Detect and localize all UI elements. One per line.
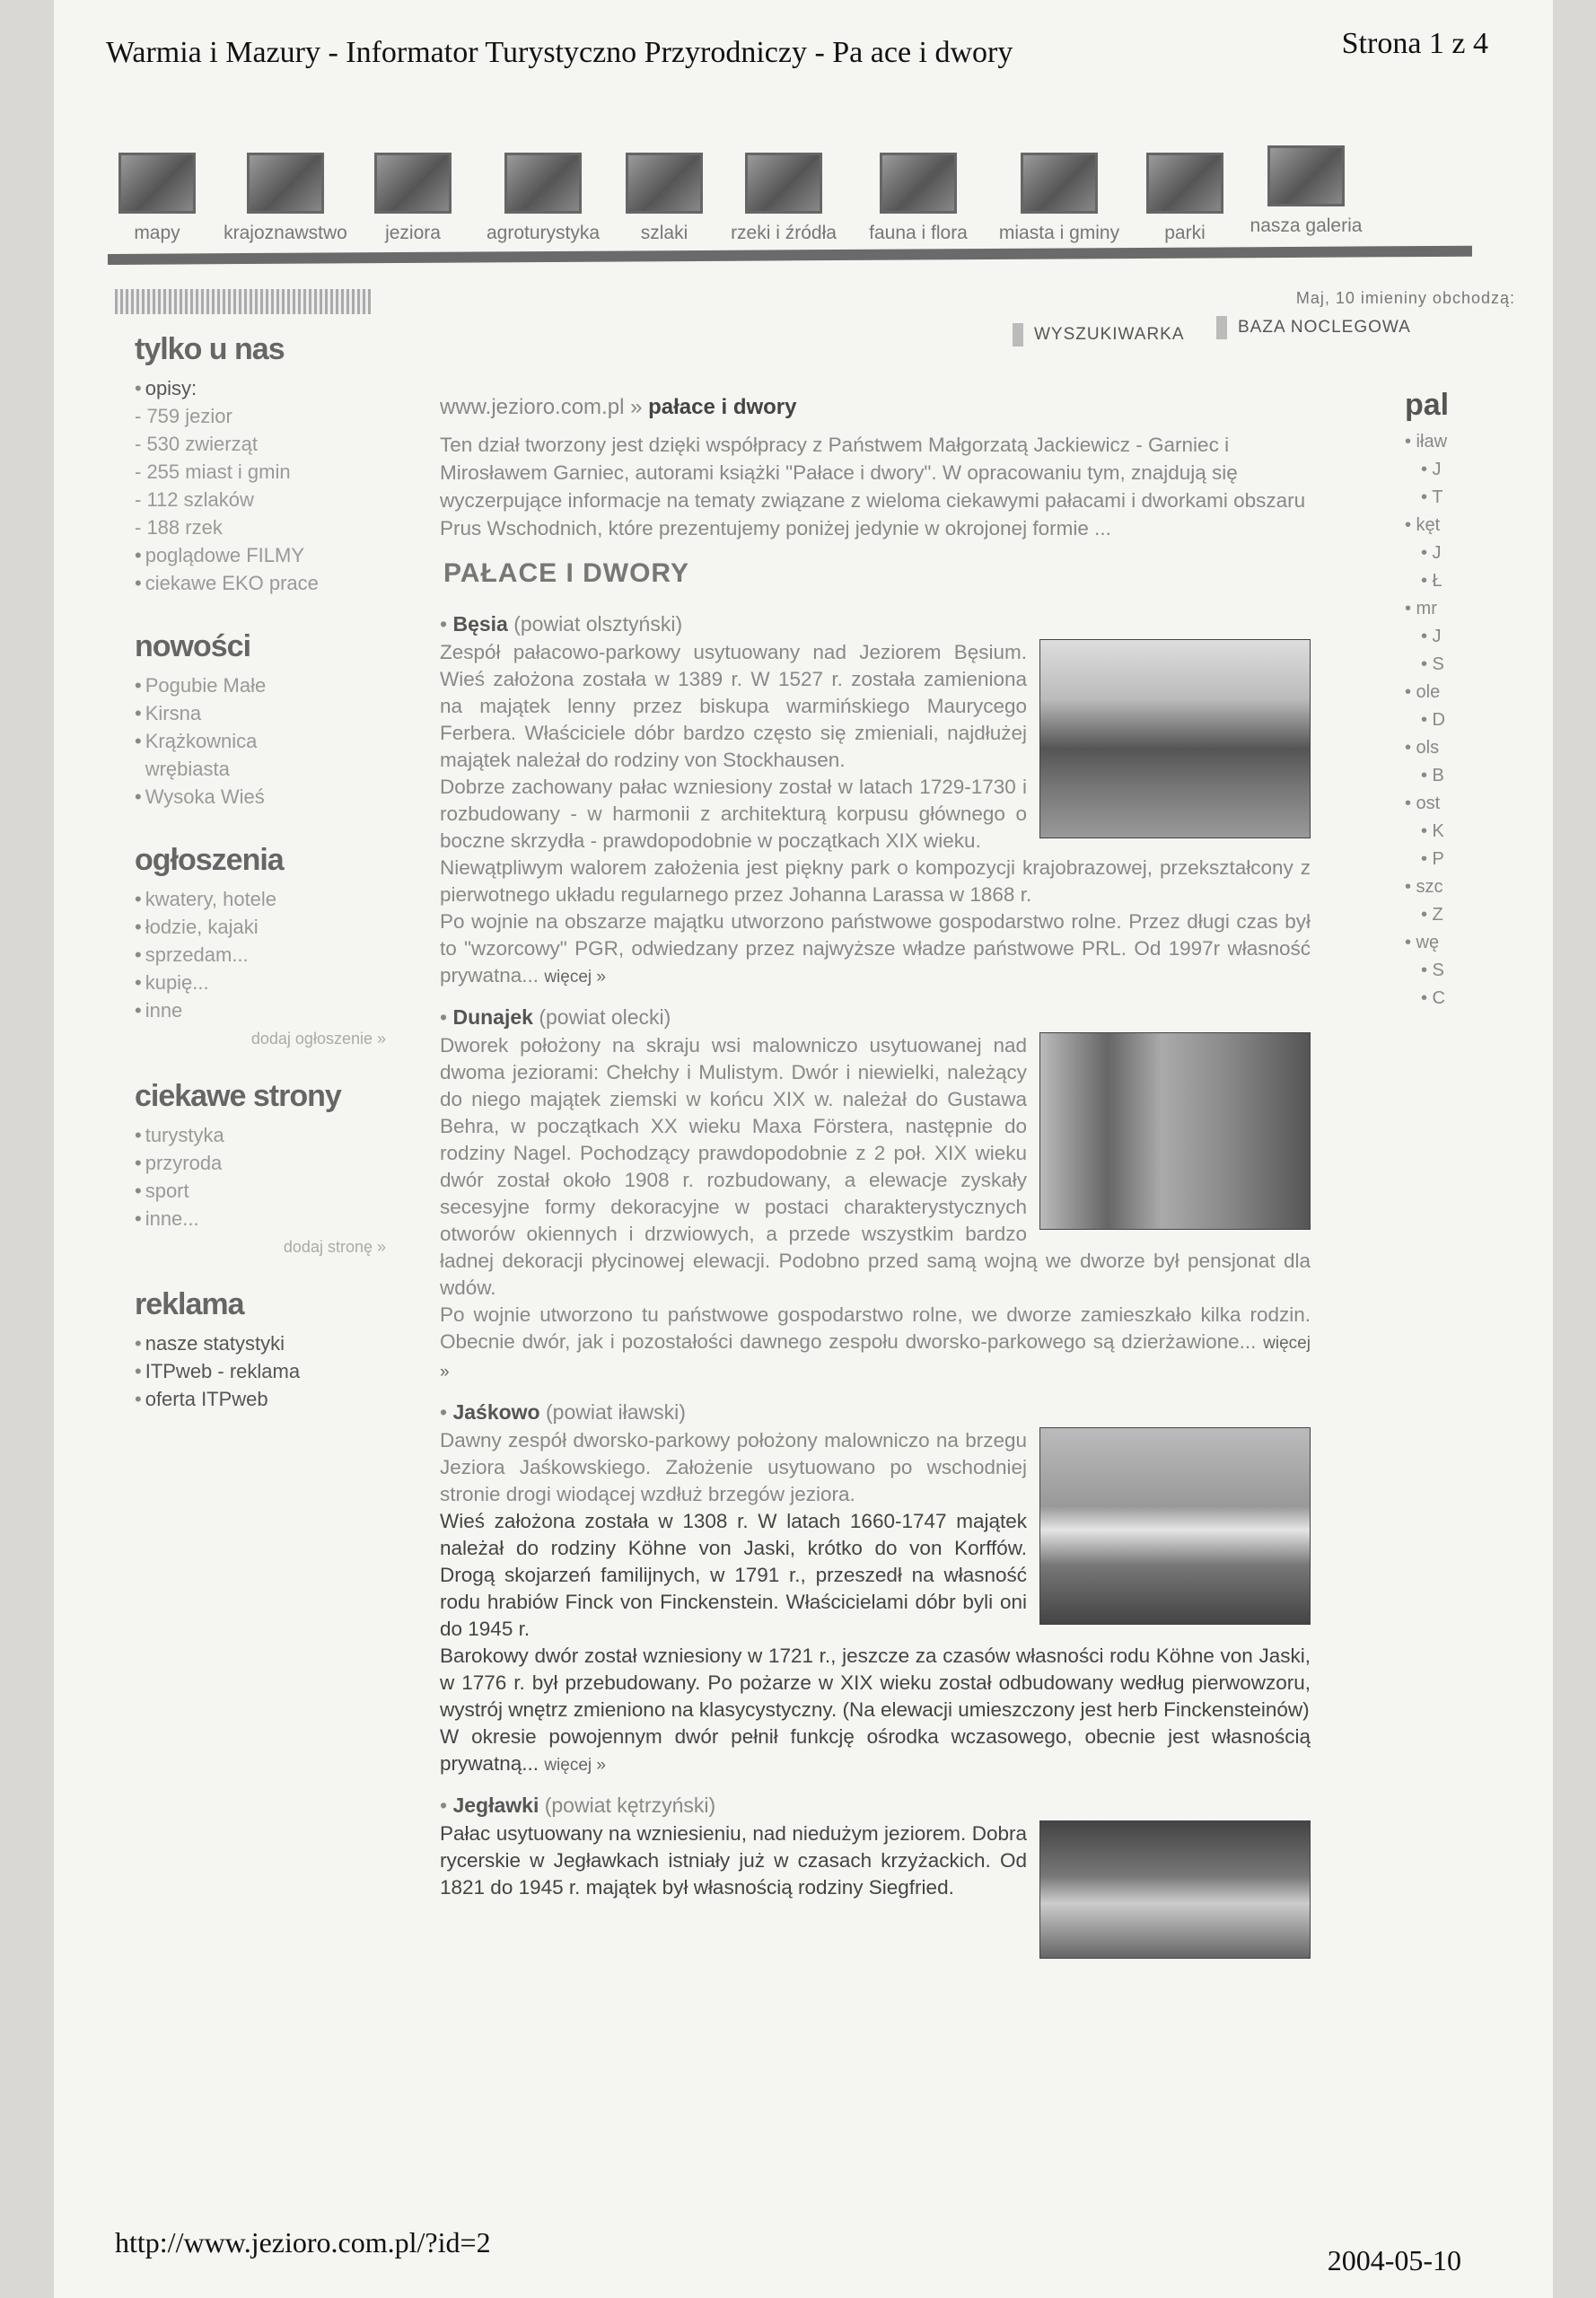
entry-paragraph: Dworek położony na skraju wsi malowniczo usytuowanej nad dwoma jeziorami: Chełchy i Mulistym. Dwór i niewielki, należący do niego majątek ziemski w końcu XIX w. należał do Gustawa Behra, w początkach XX wieku Maxa Förstera, następnie do rodziny Nagel. Pochodzący prawdopodobnie z 2 poł. XIX wieku dwór został około 1908 r. rozbudowany, a elewacje zyskały secesyjne formy dekoracyjne w postaci charakterystycznych otworów okiennych i drzwiowych, a przede wszystkim bardzo ładnej dekoracji płycinowej elewacji. Podobno przed samą wojną we dworze był pensjonat dla wdów. bbox=[440, 1034, 1311, 1299]
nav-item-rivers[interactable] bbox=[716, 153, 851, 244]
list-item[interactable]: • Ł bbox=[1421, 571, 1443, 591]
lodging-bar-icon bbox=[1216, 316, 1227, 339]
entry-title: • Dunajek (powiat olecki) bbox=[440, 1005, 671, 1029]
list-item[interactable]: • T bbox=[1421, 487, 1443, 507]
gallery-thumbnail-icon bbox=[1267, 145, 1345, 206]
right-sidebar bbox=[1405, 388, 1486, 1013]
news-section bbox=[135, 629, 404, 811]
list-item[interactable]: • mr bbox=[1405, 599, 1437, 618]
list-item[interactable]: - 188 rzek bbox=[135, 516, 223, 539]
list-item[interactable]: • Wysoka Wieś bbox=[135, 785, 265, 808]
list-item[interactable]: • iław bbox=[1405, 432, 1448, 452]
ads-section bbox=[135, 843, 404, 1048]
entry-district: (powiat olecki) bbox=[539, 1005, 671, 1029]
list-item[interactable]: • kwatery, hotele bbox=[135, 888, 277, 910]
list-item[interactable]: • sport bbox=[135, 1180, 189, 1202]
list-item[interactable]: • oferta ITPweb bbox=[135, 1388, 268, 1410]
list-item[interactable]: • ols bbox=[1405, 738, 1440, 758]
entry-jaskowo bbox=[440, 1399, 1311, 1779]
nav-label: parki bbox=[1164, 223, 1206, 243]
entry-jeglawki bbox=[440, 1792, 1311, 1901]
nav-label: agroturystyka bbox=[486, 223, 601, 243]
list-item[interactable]: • J bbox=[1421, 460, 1442, 479]
nav-item-towns[interactable] bbox=[987, 153, 1131, 244]
list-item[interactable]: • łodzie, kajaki bbox=[135, 916, 259, 938]
entry-paragraph: Barokowy dwór został wzniesiony w 1721 r., jeszcze za czasów własności rodu Köhne von Jaski, w 1776 r. był przebudowany. Po pożarze w XIX wieku został odbudowany według pierwowzoru, wystrój wnętrz zmieniono na klasycystyczny. (Na elewacji umieszczony jest herb Finckensteinów) bbox=[440, 1645, 1311, 1721]
list-item[interactable]: • nasze statystyki bbox=[135, 1332, 285, 1355]
list-item[interactable]: • B bbox=[1421, 766, 1444, 785]
advert-section bbox=[135, 1287, 404, 1413]
entry-paragraph: W okresie powojennym dwór pełnił funkcję ośrodka wczasowego, obecnie jest własnością prywatną... bbox=[440, 1725, 1311, 1775]
section-heading: nowości bbox=[135, 629, 251, 663]
section-heading: ciekawe strony bbox=[135, 1079, 341, 1113]
list-item[interactable]: • przyroda bbox=[135, 1152, 223, 1174]
list-item[interactable]: • J bbox=[1421, 543, 1442, 563]
more-link[interactable]: więcej » bbox=[544, 968, 606, 987]
main-navigation bbox=[108, 153, 1472, 260]
list-item[interactable]: • ost bbox=[1405, 794, 1441, 813]
list-item[interactable]: • turystyka bbox=[135, 1124, 224, 1146]
add-ad-link[interactable]: dodaj ogłoszenie » bbox=[250, 1030, 386, 1048]
search-bar-icon bbox=[1013, 323, 1023, 346]
entry-paragraph: Pałac usytuowany na wzniesieniu, nad niedużym jeziorem. Dobra rycerskie w Jegławkach istniały już w czasach krzyżackich. Od 1821 do 1945 r. majątek był własnością rodziny Siegfried. bbox=[440, 1822, 1027, 1899]
list-item[interactable]: • inne bbox=[135, 999, 183, 1022]
add-site-link[interactable]: dodaj stronę » bbox=[283, 1238, 386, 1256]
river-thumbnail-icon bbox=[745, 153, 822, 214]
entry-paragraph: Po wojnie utworzono tu państwowe gospodarstwo rolne, we dworze zamieszkało kilka rodzin. Obecnie dwór, jak i pozostałości dawnego zespołu dworsko-parkowego są dzierżawione... bbox=[440, 1303, 1311, 1353]
list-item[interactable]: • Krążkownica bbox=[135, 730, 258, 752]
more-link[interactable]: więcej » bbox=[440, 1334, 1311, 1381]
list-item[interactable]: • P bbox=[1421, 849, 1444, 869]
list-item[interactable]: - 112 szlaków bbox=[135, 488, 254, 511]
entry-name[interactable]: Dunajek bbox=[452, 1005, 533, 1029]
breadcrumb-site-link[interactable]: www.jezioro.com.pl » bbox=[440, 395, 643, 419]
section-heading: reklama bbox=[135, 1287, 244, 1321]
list-item[interactable]: • kęt bbox=[1405, 515, 1441, 535]
entry-paragraph: Po wojnie na obszarze majątku utworzono państwowe gospodarstwo rolne. Przez długi czas był to "wzorcowy" PGR, odwiedzany przez najwyższe władze państwowe PRL. Od 1997r własność prywatna... bbox=[440, 910, 1311, 987]
nav-item-fauna-flora[interactable] bbox=[860, 153, 977, 244]
palace-photo bbox=[1039, 1820, 1311, 1959]
intro-text: Ten dział tworzony jest dzięki współpracy z Państwem Małgorzatą Jackiewicz - Garniec i Mirosławem Garniec, autorami książki "Pałace i dwory". W opracowaniu tym, znajdują się wyczerpujące informacje na tematy związane z wieloma ciekawymi pałacami i dworkami obszaru Prus Wschodnich, które prezentujemy poniżej jedynie w okrojonej formie ... bbox=[440, 434, 1306, 539]
nav-label: miasta i gminy bbox=[998, 223, 1120, 243]
page-url: http://www.jezioro.com.pl/?id=2 bbox=[115, 2226, 491, 2259]
map-thumbnail-icon bbox=[118, 153, 196, 214]
town-thumbnail-icon bbox=[1021, 153, 1098, 214]
entry-paragraph: Dobrze zachowany pałac wzniesiony został w latach 1729-1730 i rozbudowany - w harmonii z architekturą korpusu głównego o boczne skrzydła - prawdopodobnie w początkach XIX wieku. bbox=[440, 776, 1027, 852]
list-item[interactable]: • ole bbox=[1405, 682, 1441, 702]
entry-district: (powiat olsztyński) bbox=[513, 612, 683, 636]
list-item[interactable]: • C bbox=[1421, 988, 1446, 1008]
sites-section bbox=[135, 1079, 404, 1257]
park-thumbnail-icon bbox=[1146, 153, 1223, 214]
nav-label: mapy bbox=[134, 223, 180, 243]
nav-label: jeziora bbox=[385, 223, 441, 243]
manor-photo bbox=[1039, 1032, 1311, 1230]
list-item[interactable]: - 255 miast i gmin bbox=[135, 460, 291, 483]
list-item[interactable]: • Z bbox=[1421, 905, 1443, 925]
section-heading: tylko u nas bbox=[135, 332, 285, 366]
nav-item-lakes[interactable] bbox=[368, 153, 458, 244]
page-counter: Strona 1 z 4 bbox=[1341, 27, 1488, 60]
list-item[interactable]: - 759 jezior bbox=[135, 405, 232, 427]
nav-label: szlaki bbox=[640, 223, 688, 243]
entry-paragraph: Niewątpliwym walorem założenia jest piękny park o kompozycji krajobrazowej, przekształcony z pierwotnego układu regularnego przez Johanna Larassa w 1868 r. bbox=[440, 856, 1311, 906]
namedays-text: Maj, 10 imieniny obchodzą: bbox=[1295, 289, 1515, 307]
list-item[interactable]: • J bbox=[1421, 627, 1442, 646]
entry-district: (powiat iławski) bbox=[546, 1400, 686, 1424]
list-item[interactable]: • ciekawe EKO prace bbox=[135, 572, 319, 594]
sightseeing-thumbnail-icon bbox=[247, 153, 324, 214]
list-item[interactable]: • S bbox=[1421, 960, 1444, 980]
left-sidebar bbox=[135, 332, 404, 1413]
section-heading: pal bbox=[1405, 388, 1450, 422]
list-item[interactable]: • D bbox=[1421, 710, 1446, 730]
breadcrumb-current: pałace i dwory bbox=[648, 395, 797, 419]
list-item[interactable]: • Kirsna bbox=[135, 702, 202, 724]
list-item[interactable]: • ITPweb - reklama bbox=[135, 1360, 301, 1382]
list-item: • opisy: bbox=[135, 377, 197, 399]
nav-label: fauna i flora bbox=[869, 223, 968, 243]
nav-label: nasza galeria bbox=[1250, 215, 1363, 236]
list-item[interactable]: • K bbox=[1421, 821, 1444, 841]
nav-item-agritourism[interactable] bbox=[471, 153, 615, 244]
section-heading: ogłoszenia bbox=[135, 843, 284, 877]
print-date: 2004-05-10 bbox=[1327, 2244, 1461, 2276]
search-button-label: WYSZUKIWARKA bbox=[1034, 325, 1185, 345]
page-title: PAŁACE I DWORY bbox=[443, 558, 689, 588]
trail-thumbnail-icon bbox=[626, 153, 703, 214]
entry-paragraph: Wieś założona została w 1308 r. W latach 1660-1747 majątek należał do rodziny Köhne von Jaski, krótko do von Korffów. Drogą skojarzeń familijnych, w 1791 r., przeszedł na własność rodu hrabiów Finck von Finckenstein. Właścicielami dóbr byli oni do 1945 r. bbox=[440, 1510, 1027, 1640]
main-content bbox=[440, 395, 1311, 1966]
list-item[interactable]: • S bbox=[1421, 654, 1444, 674]
lake-thumbnail-icon bbox=[374, 153, 452, 214]
lodging-button-label: BAZA NOCLEGOWA bbox=[1238, 318, 1411, 338]
lodging-button[interactable] bbox=[1216, 316, 1411, 339]
nav-label: krajoznawstwo bbox=[224, 223, 347, 243]
nav-item-parks[interactable] bbox=[1140, 153, 1230, 244]
entry-name[interactable]: Jaśkowo bbox=[452, 1400, 540, 1424]
list-item[interactable]: • sprzedam... bbox=[135, 943, 249, 966]
nav-item-gallery[interactable] bbox=[1234, 145, 1378, 237]
entry-dunajek bbox=[440, 1004, 1311, 1386]
only-here-section bbox=[135, 332, 404, 597]
bird-thumbnail-icon bbox=[880, 153, 957, 214]
nav-item-trails[interactable] bbox=[619, 153, 709, 244]
list-item[interactable]: - 530 zwierząt bbox=[135, 433, 258, 455]
list-item[interactable]: • szc bbox=[1405, 877, 1443, 897]
entry-name[interactable]: Bęsia bbox=[452, 612, 508, 636]
list-item[interactable]: • wę bbox=[1405, 933, 1440, 952]
entry-title: • Jaśkowo (powiat iławski) bbox=[440, 1400, 686, 1424]
entry-name[interactable]: Jegławki bbox=[452, 1794, 539, 1817]
search-button[interactable] bbox=[1013, 323, 1185, 346]
entry-paragraph: Dawny zespół dworsko-parkowy położony malowniczo na brzegu Jeziora Jaśkowskiego. Założenie usytuowano po wschodniej stronie drogi wiodącej wzdłuż brzegów jeziora. bbox=[440, 1429, 1027, 1505]
logo-strip bbox=[115, 289, 371, 314]
more-link[interactable]: więcej » bbox=[544, 1756, 606, 1775]
entry-title: • Bęsia (powiat olsztyński) bbox=[440, 612, 683, 636]
manor-photo bbox=[1039, 1427, 1311, 1625]
breadcrumb bbox=[440, 395, 1311, 420]
entry-paragraph: Zespół pałacowo-parkowy usytuowany nad Jeziorem Bęsium. Wieś założona została w 1389 r. W 1527 r. została zamieniona na majątek lenny przez biskupa warmińskiego Maurycego Ferbera. Właściciele dóbr bardzo często się zmieniali, najdłużej majątek należał do rodziny von Stockhausen. bbox=[440, 641, 1027, 771]
list-item[interactable]: • Pogubie Małe bbox=[135, 674, 267, 697]
list-item[interactable]: • poglądowe FILMY bbox=[135, 544, 305, 566]
nav-item-maps[interactable] bbox=[108, 153, 206, 244]
list-item[interactable]: • inne... bbox=[135, 1207, 199, 1230]
entry-title: • Jegławki (powiat kętrzyński) bbox=[440, 1794, 716, 1817]
nav-item-sightseeing[interactable] bbox=[214, 153, 357, 244]
document-title: Warmia i Mazury - Informator Turystyczno Przyrodniczy - Pa ace i dwory bbox=[106, 36, 1013, 69]
manor-photo bbox=[1039, 639, 1311, 838]
list-item[interactable]: wrębiasta bbox=[145, 758, 230, 780]
horse-thumbnail-icon bbox=[504, 153, 582, 214]
list-item[interactable]: • kupię... bbox=[135, 971, 209, 994]
nav-label: rzeki i źródła bbox=[731, 223, 837, 243]
entry-district: (powiat kętrzyński) bbox=[544, 1794, 716, 1817]
entry-besia bbox=[440, 610, 1311, 991]
